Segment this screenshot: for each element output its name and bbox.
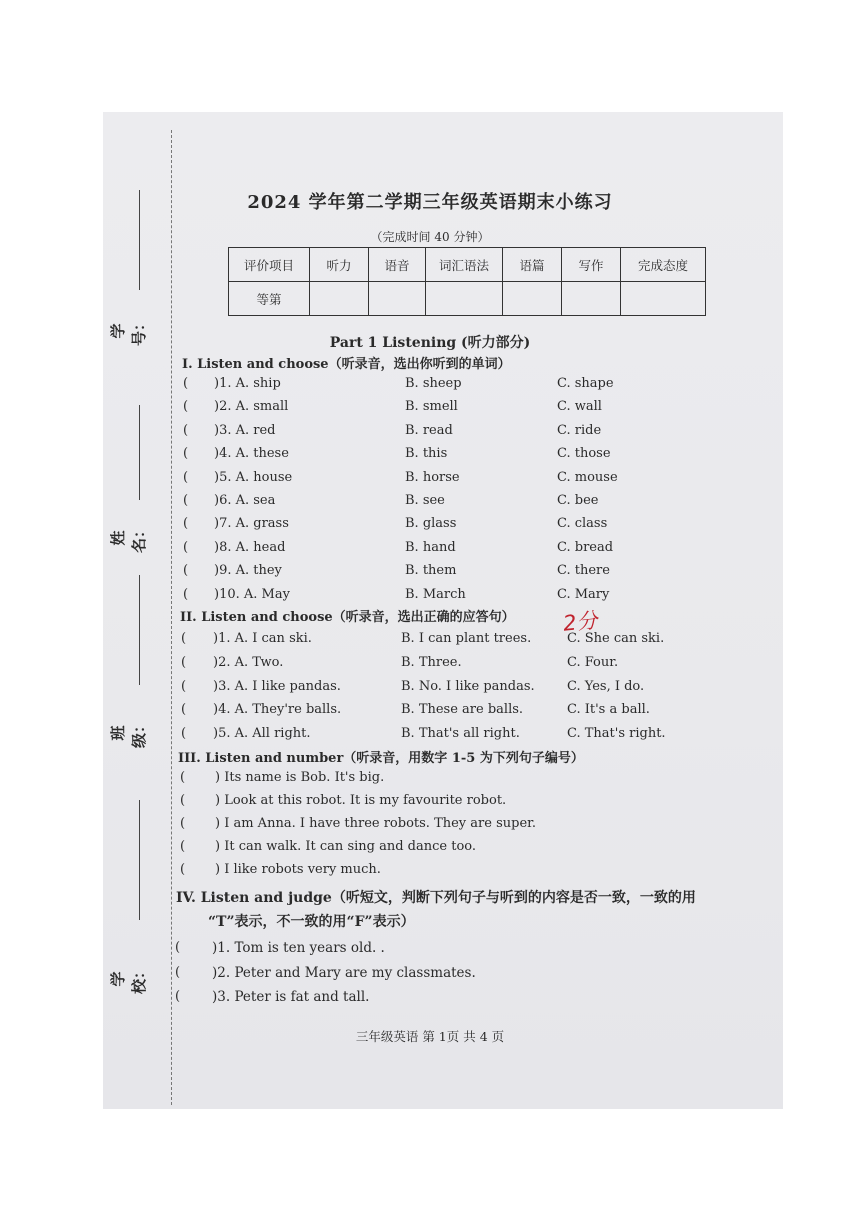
option-c: C. Four. — [567, 654, 619, 670]
option-c: C. That's right. — [567, 726, 666, 742]
option-c: C. those — [557, 446, 611, 462]
answer-blank[interactable]: ( — [183, 376, 189, 391]
eval-header-cell: 评价项目 — [229, 248, 310, 282]
option-b: B. horse — [405, 469, 460, 485]
class-label: 班级： — [109, 718, 148, 749]
option-b: B. That's all right. — [401, 726, 520, 742]
answer-blank[interactable]: ( — [183, 469, 189, 485]
eval-header-cell: 完成态度 — [621, 248, 706, 282]
answer-blank[interactable]: ( — [183, 539, 189, 555]
part-heading: Part 1 Listening (听力部分) — [329, 335, 531, 351]
option-c: C. bread — [557, 539, 614, 555]
answer-blank[interactable]: ( — [175, 989, 181, 1004]
option-c: C. bee — [557, 493, 599, 508]
answer-blank[interactable]: ( — [175, 964, 181, 980]
option-b: B. No. I like pandas. — [401, 678, 535, 694]
option-c: C. mouse — [557, 469, 618, 485]
sentence: ) Look at this robot. It is my favourite robot. — [215, 793, 507, 808]
option-a: )9. A. they — [214, 563, 282, 579]
grade-cell[interactable] — [369, 282, 426, 316]
option-b: B. hand — [405, 539, 456, 555]
option-c: C. Yes, I do. — [567, 678, 645, 694]
statement: )2. Peter and Mary are my classmates. — [212, 964, 476, 981]
binding-dashed-line — [171, 130, 172, 1105]
option-a: )3. A. red — [214, 422, 276, 438]
student-id-label: 学号： — [109, 316, 148, 347]
section-4-title: IV. Listen and judge（听短文，判断下列句子与听到的内容是否一致，一致的用 — [176, 890, 696, 906]
sentence: ) I am Anna. I have three robots. They are super. — [215, 816, 537, 831]
eval-header-cell: 词汇语法 — [426, 248, 503, 282]
option-c: C. shape — [557, 376, 614, 391]
section-4-title-line2: “T”表示，不一致的用“F”表示） — [208, 914, 415, 930]
grade-cell[interactable] — [310, 282, 369, 316]
evaluation-grade-row — [229, 282, 706, 316]
option-c: C. there — [557, 563, 610, 579]
name-label: 姓名： — [109, 523, 148, 554]
option-b: B. read — [405, 422, 453, 438]
option-b: B. I can plant trees. — [401, 631, 532, 646]
sentence: ) Its name is Bob. It's big. — [215, 770, 385, 785]
eval-header-cell: 语篇 — [503, 248, 562, 282]
answer-blank[interactable]: ( — [175, 940, 181, 955]
option-c: C. It's a ball. — [567, 702, 650, 718]
grade-cell[interactable] — [426, 282, 503, 316]
evaluation-header-row — [229, 248, 706, 282]
option-c: C. wall — [557, 399, 602, 415]
answer-blank[interactable]: ( — [183, 493, 189, 508]
page-footer: 三年级英语 第 1页 共 4 页 — [355, 1029, 505, 1044]
eval-header-cell: 听力 — [310, 248, 369, 282]
option-c: C. class — [557, 516, 608, 532]
grade-row-label: 等第 — [229, 282, 310, 316]
answer-blank[interactable]: ( — [183, 586, 189, 602]
page-title: 2024 学年第二学期三年级英语期末小练习 — [247, 192, 613, 213]
option-a: )2. A. Two. — [213, 654, 284, 670]
option-a: )5. A. All right. — [213, 726, 311, 742]
answer-blank[interactable]: ( — [180, 793, 186, 808]
option-b: B. These are balls. — [401, 702, 524, 718]
option-b: B. this — [405, 446, 448, 462]
sentence: ) I like robots very much. — [215, 862, 381, 877]
answer-blank[interactable]: ( — [181, 726, 187, 742]
answer-blank[interactable]: ( — [183, 516, 189, 532]
answer-blank[interactable]: ( — [181, 631, 187, 646]
option-a: )1. A. ship — [214, 376, 281, 391]
handwritten-score: 2分 — [561, 608, 599, 636]
option-b: B. March — [405, 586, 466, 602]
eval-header-cell: 语音 — [369, 248, 426, 282]
option-a: )6. A. sea — [214, 493, 276, 508]
option-c: C. She can ski. — [567, 631, 665, 646]
school-label: 学校： — [109, 964, 148, 995]
time-limit: （完成时间 40 分钟） — [370, 230, 490, 244]
answer-blank[interactable]: ( — [183, 563, 189, 579]
statement: )1. Tom is ten years old. . — [212, 940, 385, 956]
option-a: )3. A. I like pandas. — [213, 678, 341, 694]
sentence: ) It can walk. It can sing and dance too. — [215, 839, 477, 854]
section-2-title: II. Listen and choose（听录音，选出正确的应答句） — [180, 610, 515, 625]
option-a: )8. A. head — [214, 539, 286, 555]
section-3-title: III. Listen and number（听录音，用数字 1-5 为下列句子编号） — [178, 751, 584, 766]
school-rule — [139, 800, 140, 920]
option-a: )10. A. May — [214, 586, 290, 602]
section-1-title: I. Listen and choose（听录音，选出你听到的单词） — [182, 357, 511, 372]
option-b: B. Three. — [401, 654, 462, 670]
answer-blank[interactable]: ( — [180, 816, 186, 831]
option-a: )4. A. these — [214, 446, 289, 462]
option-b: B. see — [405, 493, 445, 508]
option-b: B. them — [405, 563, 457, 579]
answer-blank[interactable]: ( — [181, 702, 187, 718]
grade-cell[interactable] — [562, 282, 621, 316]
answer-blank[interactable]: ( — [181, 654, 187, 670]
answer-blank[interactable]: ( — [180, 770, 186, 785]
class-rule — [139, 575, 140, 685]
option-a: )7. A. grass — [214, 516, 289, 532]
option-a: )2. A. small — [214, 399, 289, 415]
option-a: )1. A. I can ski. — [213, 631, 312, 646]
eval-header-cell: 写作 — [562, 248, 621, 282]
option-a: )4. A. They're balls. — [213, 702, 342, 718]
answer-blank[interactable]: ( — [180, 839, 186, 854]
grade-cell[interactable] — [503, 282, 562, 316]
grade-cell[interactable] — [621, 282, 706, 316]
answer-blank[interactable]: ( — [183, 399, 189, 415]
evaluation-table — [228, 247, 706, 316]
option-b: B. smell — [405, 399, 458, 415]
name-rule — [139, 405, 140, 500]
option-b: B. sheep — [405, 376, 462, 391]
statement: )3. Peter is fat and tall. — [212, 989, 370, 1005]
option-c: C. Mary — [557, 586, 610, 602]
option-a: )5. A. house — [214, 469, 293, 485]
answer-blank[interactable]: ( — [183, 422, 189, 438]
option-b: B. glass — [405, 516, 457, 532]
answer-blank[interactable]: ( — [180, 862, 186, 877]
answer-blank[interactable]: ( — [183, 446, 189, 462]
answer-blank[interactable]: ( — [181, 678, 187, 694]
option-c: C. ride — [557, 422, 602, 438]
